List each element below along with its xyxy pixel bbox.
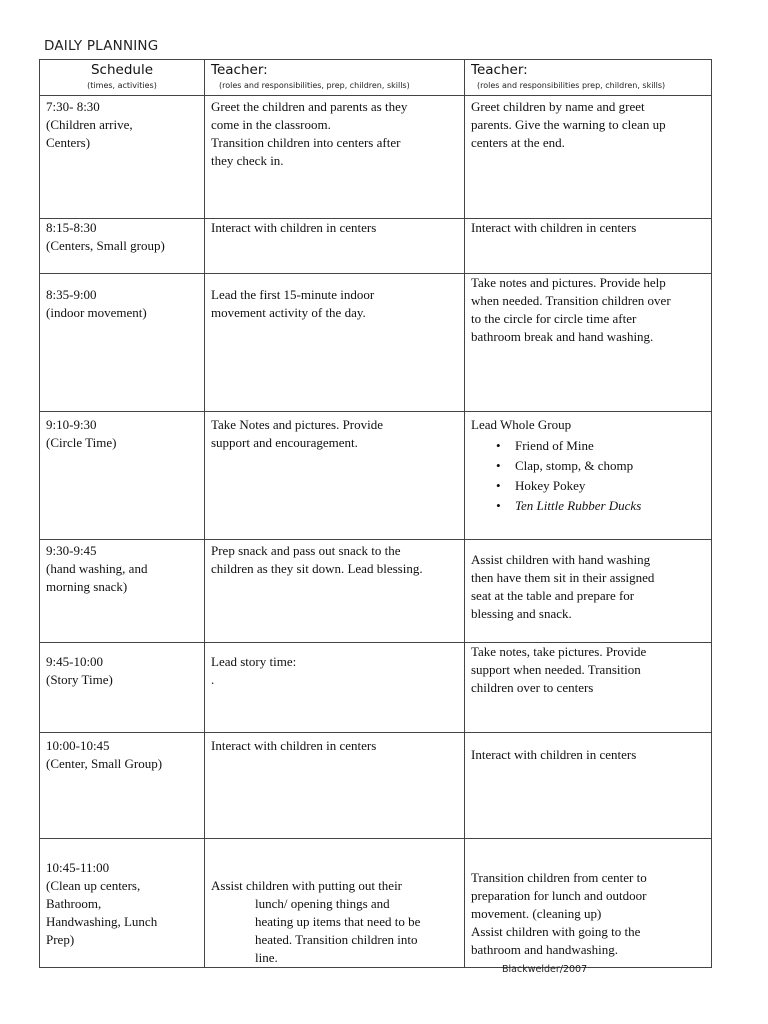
teacher-1-cell — [205, 412, 465, 540]
document-footer: Blackwelder/2007 — [502, 964, 588, 975]
table-row — [40, 733, 712, 839]
teacher-1-text: Prep snack and pass out snack to the — [211, 543, 401, 558]
teacher-2-text: children over to centers — [471, 680, 594, 695]
teacher-2-text: Interact with children in centers — [471, 220, 637, 235]
table-row — [40, 219, 712, 274]
teacher-2-text: preparation for lunch and outdoor — [471, 888, 647, 903]
teacher-2-text: Interact with children in centers — [471, 747, 637, 762]
list-item: • Ten Little Rubber Ducks — [515, 496, 705, 516]
teacher-1-text: movement activity of the day. — [211, 305, 366, 320]
teacher-1-text: Assist children with putting out their — [211, 878, 403, 893]
teacher-1-cell — [205, 219, 465, 274]
teacher-1-text: Greet the children and parents as they — [211, 99, 408, 114]
teacher-1-cell — [205, 733, 465, 839]
teacher-1-text: Take Notes and pictures. Provide — [211, 417, 384, 432]
teacher-1-text: support and encouragement. — [211, 435, 358, 450]
header-teacher-1-title: Teacher: — [211, 62, 268, 78]
schedule-time: 8:15-8:30 — [46, 220, 97, 235]
teacher-2-text: parents. Give the warning to clean up — [471, 117, 666, 132]
teacher-2-text: Assist children with going to the — [471, 924, 641, 939]
teacher-2-text: Greet children by name and greet — [471, 99, 645, 114]
teacher-2-text: Take notes, take pictures. Provide — [471, 644, 647, 659]
schedule-activity: Prep) — [46, 932, 75, 947]
list-item: • Friend of Mine — [515, 436, 705, 456]
teacher-2-text: bathroom and handwashing. — [471, 942, 618, 957]
schedule-activity: (Circle Time) — [46, 435, 117, 450]
song-list — [471, 436, 705, 516]
header-teacher-2-title: Teacher: — [471, 62, 528, 78]
schedule-cell — [40, 412, 205, 540]
header-schedule — [40, 60, 205, 96]
teacher-1-text: Interact with children in centers — [211, 738, 377, 753]
teacher-2-text: seat at the table and prepare for — [471, 588, 635, 603]
teacher-1-cell — [205, 540, 465, 643]
teacher-2-text: Lead Whole Group — [471, 417, 572, 432]
teacher-2-text: bathroom break and hand washing. — [471, 329, 654, 344]
teacher-1-cell — [205, 96, 465, 219]
schedule-time: 9:10-9:30 — [46, 417, 97, 432]
teacher-1-cell — [205, 274, 465, 412]
teacher-1-text: Lead the first 15-minute indoor — [211, 287, 375, 302]
header-teacher-2-subtitle: (roles and responsibilities prep, children, skills) — [477, 81, 666, 90]
header-row — [40, 60, 712, 96]
teacher-1-text: Interact with children in centers — [211, 220, 377, 235]
teacher-2-text: Take notes and pictures. Provide help — [471, 275, 666, 290]
schedule-activity: morning snack) — [46, 579, 128, 594]
table-row — [40, 643, 712, 733]
teacher-1-text: heating up items that need to be — [255, 914, 421, 929]
teacher-1-text: come in the classroom. — [211, 117, 331, 132]
header-schedule-subtitle: (times, activities) — [87, 81, 157, 90]
list-item: • Hokey Pokey — [515, 476, 705, 496]
teacher-1-text: . — [211, 672, 215, 687]
teacher-2-cell — [465, 96, 712, 219]
schedule-time: 10:45-11:00 — [46, 860, 110, 875]
teacher-1-cell — [205, 643, 465, 733]
schedule-activity: (Story Time) — [46, 672, 113, 687]
teacher-2-cell — [465, 412, 712, 540]
schedule-time: 9:45-10:00 — [46, 654, 104, 669]
teacher-1-text: they check in. — [211, 153, 284, 168]
teacher-2-cell — [465, 219, 712, 274]
schedule-cell — [40, 540, 205, 643]
teacher-2-cell — [465, 274, 712, 412]
schedule-activity: Bathroom, — [46, 896, 102, 911]
teacher-1-text: lunch/ opening things and — [255, 896, 390, 911]
schedule-cell — [40, 96, 205, 219]
schedule-cell — [40, 643, 205, 733]
teacher-2-text: centers at the end. — [471, 135, 565, 150]
teacher-2-text: when needed. Transition children over — [471, 293, 671, 308]
teacher-1-text: Lead story time: — [211, 654, 297, 669]
teacher-2-cell — [465, 733, 712, 839]
teacher-1-text: Transition children into centers after — [211, 135, 401, 150]
schedule-activity: (hand washing, and — [46, 561, 148, 576]
schedule-activity: (Clean up centers, — [46, 878, 141, 893]
list-item: • Clap, stomp, & chomp — [515, 456, 705, 476]
schedule-activity: Handwashing, Lunch — [46, 914, 158, 929]
daily-planning-table — [39, 59, 712, 968]
schedule-time: 8:35-9:00 — [46, 287, 97, 302]
document-title: DAILY PLANNING — [44, 38, 159, 54]
header-teacher-1-subtitle: (roles and responsibilities, prep, children, skills) — [219, 81, 410, 90]
teacher-1-text: children as they sit down. Lead blessing. — [211, 561, 423, 576]
schedule-activity: (Center, Small Group) — [46, 756, 163, 771]
schedule-activity: (Children arrive, — [46, 117, 133, 132]
teacher-2-cell — [465, 540, 712, 643]
header-teacher-1 — [205, 60, 465, 96]
schedule-activity: (Centers, Small group) — [46, 238, 165, 253]
teacher-2-text: movement. (cleaning up) — [471, 906, 602, 921]
teacher-2-text: Transition children from center to — [471, 870, 647, 885]
teacher-2-text: Assist children with hand washing — [471, 552, 651, 567]
teacher-2-cell — [465, 643, 712, 733]
schedule-time: 9:30-9:45 — [46, 543, 97, 558]
teacher-1-text: line. — [255, 950, 278, 965]
table-row — [40, 96, 712, 219]
teacher-2-text: support when needed. Transition — [471, 662, 641, 677]
header-schedule-title: Schedule — [90, 62, 154, 78]
schedule-cell — [40, 219, 205, 274]
schedule-time: 10:00-10:45 — [46, 738, 110, 753]
schedule-activity: (indoor movement) — [46, 305, 147, 320]
teacher-1-cell — [205, 839, 465, 968]
header-teacher-2 — [465, 60, 712, 96]
teacher-2-text: blessing and snack. — [471, 606, 572, 621]
schedule-time: 7:30- 8:30 — [46, 99, 100, 114]
table-row — [40, 839, 712, 968]
teacher-2-cell — [465, 839, 712, 968]
schedule-cell — [40, 839, 205, 968]
schedule-cell — [40, 733, 205, 839]
table-row — [40, 540, 712, 643]
schedule-activity: Centers) — [46, 135, 91, 150]
teacher-1-text: heated. Transition children into — [255, 932, 418, 947]
teacher-2-text: then have them sit in their assigned — [471, 570, 655, 585]
teacher-2-text: to the circle for circle time after — [471, 311, 637, 326]
table-row — [40, 412, 712, 540]
schedule-cell — [40, 274, 205, 412]
table-row — [40, 274, 712, 412]
